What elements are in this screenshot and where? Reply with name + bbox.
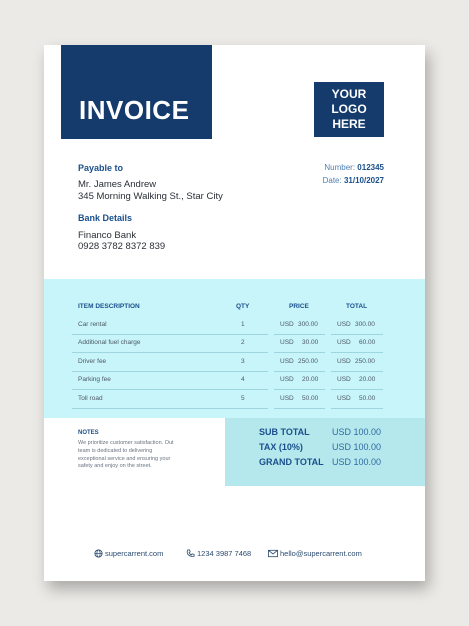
header-total: TOTAL [346,303,368,310]
logo-line-3: HERE [332,117,366,131]
row-2-total: 60.00 [359,339,376,346]
row-4-price: 20.00 [302,376,319,383]
row-divider [331,371,383,372]
row-divider [72,371,240,372]
row-1-total: 300.00 [355,321,375,328]
row-divider [217,389,268,390]
row-4-total-currency: USD [337,376,351,383]
phone-text: 1234 3987 7468 [197,549,252,558]
footer-phone [186,549,251,558]
row-2-qty: 2 [241,339,245,346]
row-1-qty: 1 [241,321,245,328]
date-label: Date: [322,176,342,185]
bank-account: 0928 3782 8372 839 [78,241,166,252]
row-divider [72,334,240,335]
logo-placeholder [314,82,384,137]
row-5-total: 50.00 [359,395,376,402]
row-divider [217,334,268,335]
payable-name: Mr. James Andrew [78,179,157,190]
row-divider [274,352,325,353]
row-divider [331,334,383,335]
row-divider [331,389,383,390]
payable-label: Payable to [78,163,124,173]
row-divider [274,371,325,372]
row-5-total-currency: USD [337,395,351,402]
row-divider [274,408,325,409]
row-2-total-currency: USD [337,339,351,346]
row-2-desc: Additional fuel charge [78,339,141,346]
notes-title: NOTES [78,430,99,436]
row-4-total: 20.00 [359,376,376,383]
number-label: Number: [324,163,356,172]
row-1-price: 300.00 [298,321,318,328]
payable-address: 345 Morning Walking St., Star City [78,191,223,202]
row-divider [274,389,325,390]
row-5-qty: 5 [241,395,245,402]
row-1-total-currency: USD [337,321,351,328]
header-item-description: ITEM DESCRIPTION [78,303,140,310]
footer-website [94,549,163,558]
row-1-price-currency: USD [280,321,294,328]
globe-icon [94,549,103,558]
website-text: supercarrent.com [105,549,164,558]
totals-box [225,418,425,486]
row-divider [331,352,383,353]
row-3-price: 250.00 [298,358,318,365]
logo-line-1: YOUR [331,87,367,101]
row-divider [217,408,268,409]
invoice-title: INVOICE [79,95,190,125]
email-text: hello@supercarrent.com [280,549,362,558]
invoice-title-box [61,45,212,139]
row-2-price: 30.00 [302,339,319,346]
row-5-price-currency: USD [280,395,294,402]
row-divider [217,352,268,353]
row-1-desc: Car rental [78,321,107,328]
row-3-desc: Driver fee [78,358,107,365]
row-3-qty: 3 [241,358,245,365]
bank-label: Bank Details [78,213,133,223]
row-3-total: 250.00 [355,358,375,365]
tax-value: USD 100.00 [332,442,382,452]
row-divider [72,352,240,353]
footer-email [268,549,362,558]
tax-label: TAX (10%) [259,442,303,452]
row-divider [331,408,383,409]
date-value: 31/10/2027 [343,176,384,185]
row-3-price-currency: USD [280,358,294,365]
row-2-price-currency: USD [280,339,294,346]
row-divider [274,334,325,335]
row-5-price: 50.00 [302,395,319,402]
header-price: PRICE [289,303,309,310]
row-divider [72,389,240,390]
notes-body: We prioritize customer satisfaction. Out team is dedicated to delivering exceptional service and ensuring your safety and enjoy on the street. [78,440,174,470]
bank-name: Financo Bank [78,230,137,241]
row-divider [72,408,240,409]
subtotal-value: USD 100.00 [332,427,382,437]
invoice-page [44,45,425,581]
row-4-desc: Parking fee [78,376,111,383]
row-divider [217,371,268,372]
invoice-meta [323,161,384,187]
phone-icon [186,549,195,558]
row-4-price-currency: USD [280,376,294,383]
grand-total-value: USD 100.00 [332,457,382,467]
logo-line-2: LOGO [331,102,367,116]
grand-total-label: GRAND TOTAL [259,457,324,467]
row-5-desc: Toll road [78,395,103,402]
subtotal-label: SUB TOTAL [259,427,310,437]
row-4-qty: 4 [241,376,245,383]
mail-icon [268,549,278,558]
row-3-total-currency: USD [337,358,351,365]
header-qty: QTY [236,303,250,310]
number-value: 012345 [357,163,384,172]
